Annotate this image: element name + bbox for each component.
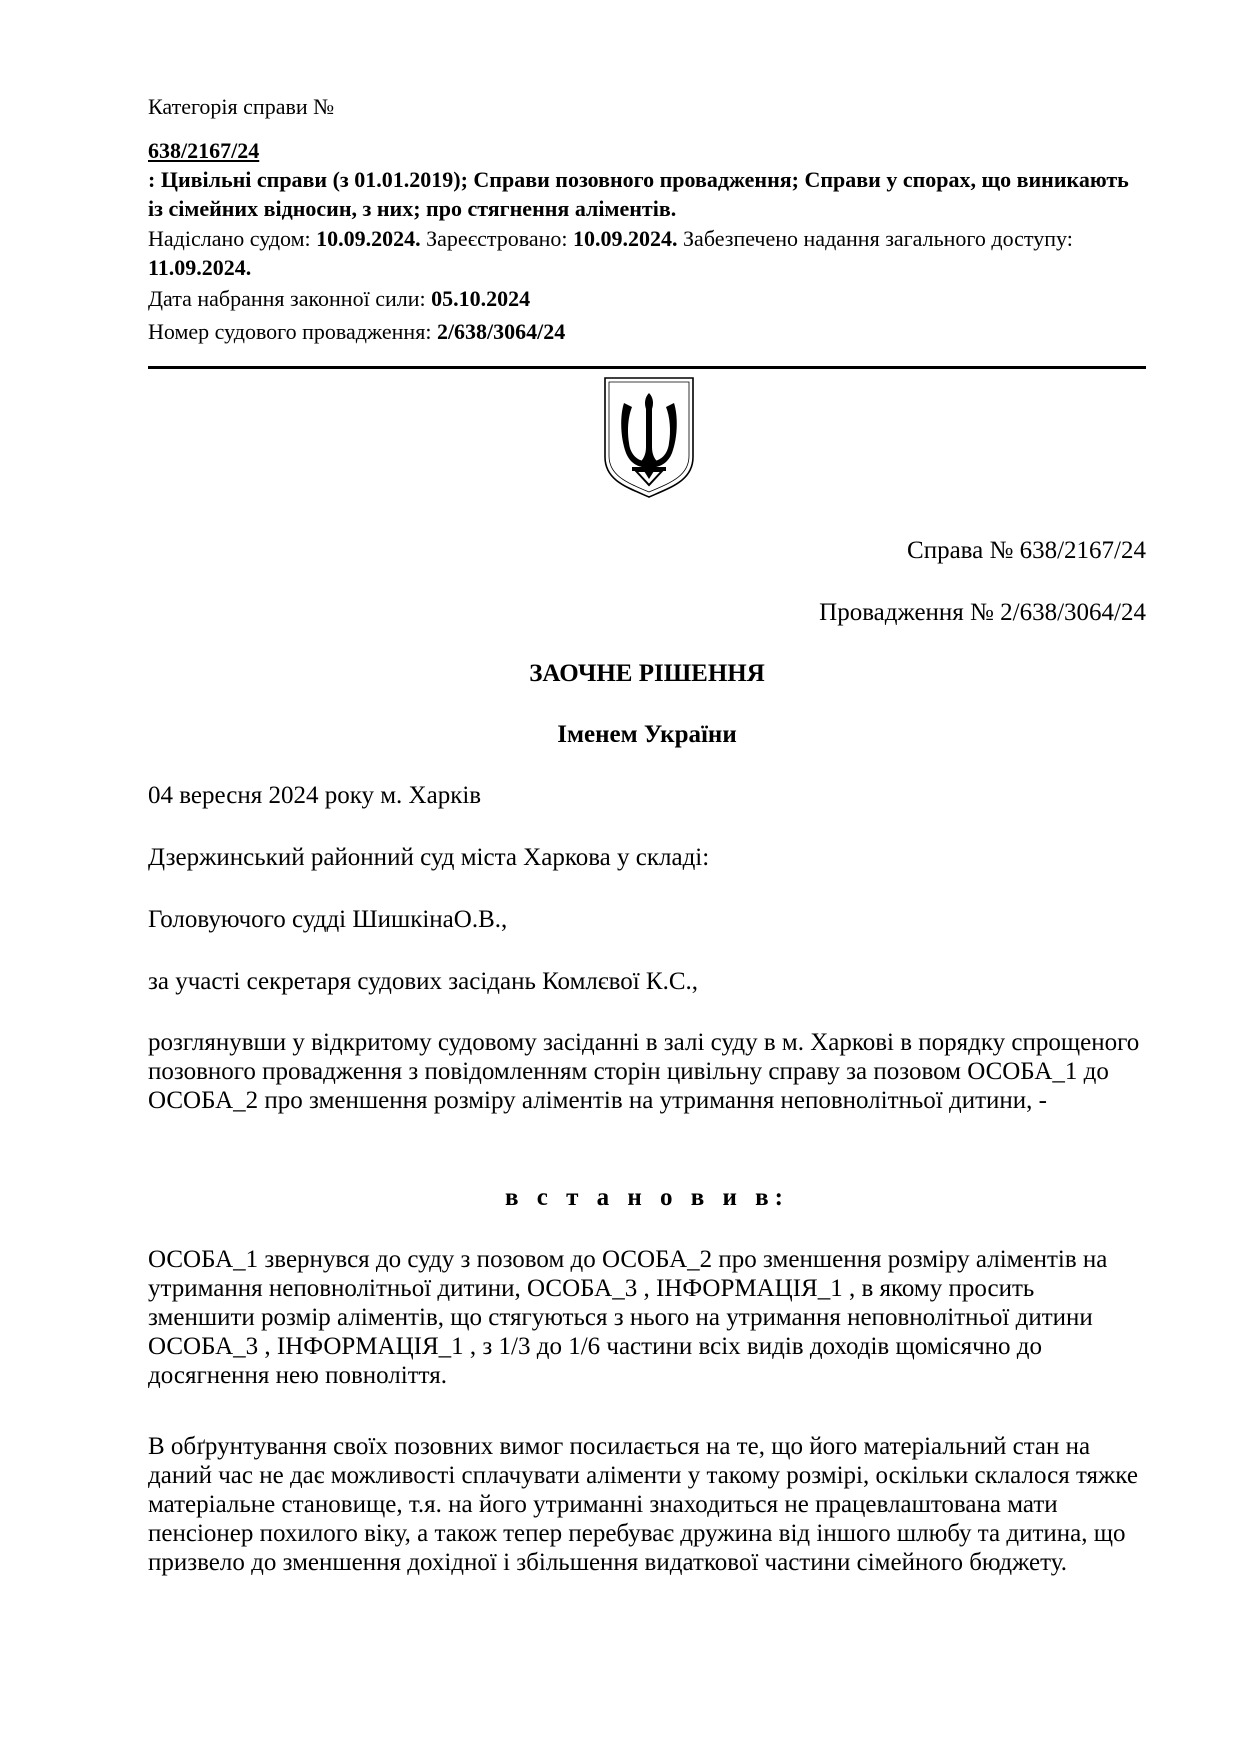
tryzub-coat-of-arms-icon: [602, 375, 696, 500]
established-heading: в с т а н о в и в:: [504, 1184, 789, 1211]
effective-date: 05.10.2024: [431, 286, 531, 311]
dates-line: [148, 224, 1146, 282]
considered-paragraph: розглянувши у відкритому судовому засіданні в залі суду в м. Харкові в порядку спрощеного позовного провадження з повідомленням сторін цивільну справу за позовом ОСОБА_1 до ОСОБА_2 про зменшення розміру аліментів на утримання неповнолітньої дитини, -: [148, 1029, 1140, 1114]
sent-label: Надіслано судом:: [148, 226, 311, 251]
body-paragraph-1: ОСОБА_1 звернувся до суду з позовом до ОСОБА_2 про зменшення розміру аліментів на утримання неповнолітньої дитини, ОСОБА_3 , ІНФОРМАЦІЯ_1 , в якому просить зменшити розмір аліментів, що стягуються з нього на утримання неповнолітньої дитини ОСОБА_3 , ІНФОРМАЦІЯ_1 , з 1/3 до 1/6 частини всіх видів доходів щомісячно до досягнення нею повноліття.: [148, 1246, 1108, 1389]
case-number-link-text[interactable]: 638/2167/24: [148, 138, 260, 163]
date-place: 04 вересня 2024 року м. Харків: [148, 782, 482, 809]
proceeding-line: Провадження № 2/638/3064/24: [819, 599, 1146, 626]
proceeding-number: 2/638/3064/24: [436, 319, 566, 344]
proceeding-label: Номер судового провадження:: [148, 319, 432, 344]
registered-date: 10.09.2024.: [573, 226, 678, 251]
category-label: Категорія справи №: [148, 94, 335, 119]
proceeding-number-line: [148, 317, 1146, 346]
registered-label: Зареєстровано:: [426, 226, 568, 251]
case-number-link[interactable]: [148, 136, 1146, 165]
court-secretary: за участі секретаря судових засідань Комлєвої К.С.,: [148, 968, 699, 995]
document-subtitle: Іменем України: [557, 721, 737, 748]
document-title: ЗАОЧНЕ РІШЕННЯ: [529, 660, 765, 687]
sent-date: 10.09.2024.: [316, 226, 421, 251]
header-divider: [148, 366, 1146, 369]
presiding-judge: Головуючого судді ШишкінаО.В.,: [148, 906, 508, 933]
effective-date-line: [148, 284, 1146, 313]
access-label: Забезпечено надання загального доступу:: [683, 226, 1073, 251]
case-number-line: Справа № 638/2167/24: [907, 537, 1146, 564]
body-paragraph-2: В обґрунтування своїх позовних вимог посилається на те, що його матеріальний стан на даний час не дає можливості сплачувати аліменти у такому розмірі, оскільки склалося тяжке матеріальне становище, т.я. на його утриманні знаходиться не працевлаштована мати пенсіонер похилого віку, а також тепер перебуває дружина від іншого шлюбу та дитина, що призвело до зменшення дохідної і збільшення видаткової частини сімейного бюджету.: [148, 1433, 1138, 1576]
category-description: : Цивільні справи (з 01.01.2019); Справи позовного провадження; Справи у спорах, що виникають із сімейних відносин, з них; про стягнення аліментів.: [148, 167, 1129, 221]
access-date: 11.09.2024.: [148, 255, 252, 280]
court-composition: Дзержинський районний суд міста Харкова у складі:: [148, 844, 710, 871]
effective-label: Дата набрання законної сили:: [148, 286, 426, 311]
